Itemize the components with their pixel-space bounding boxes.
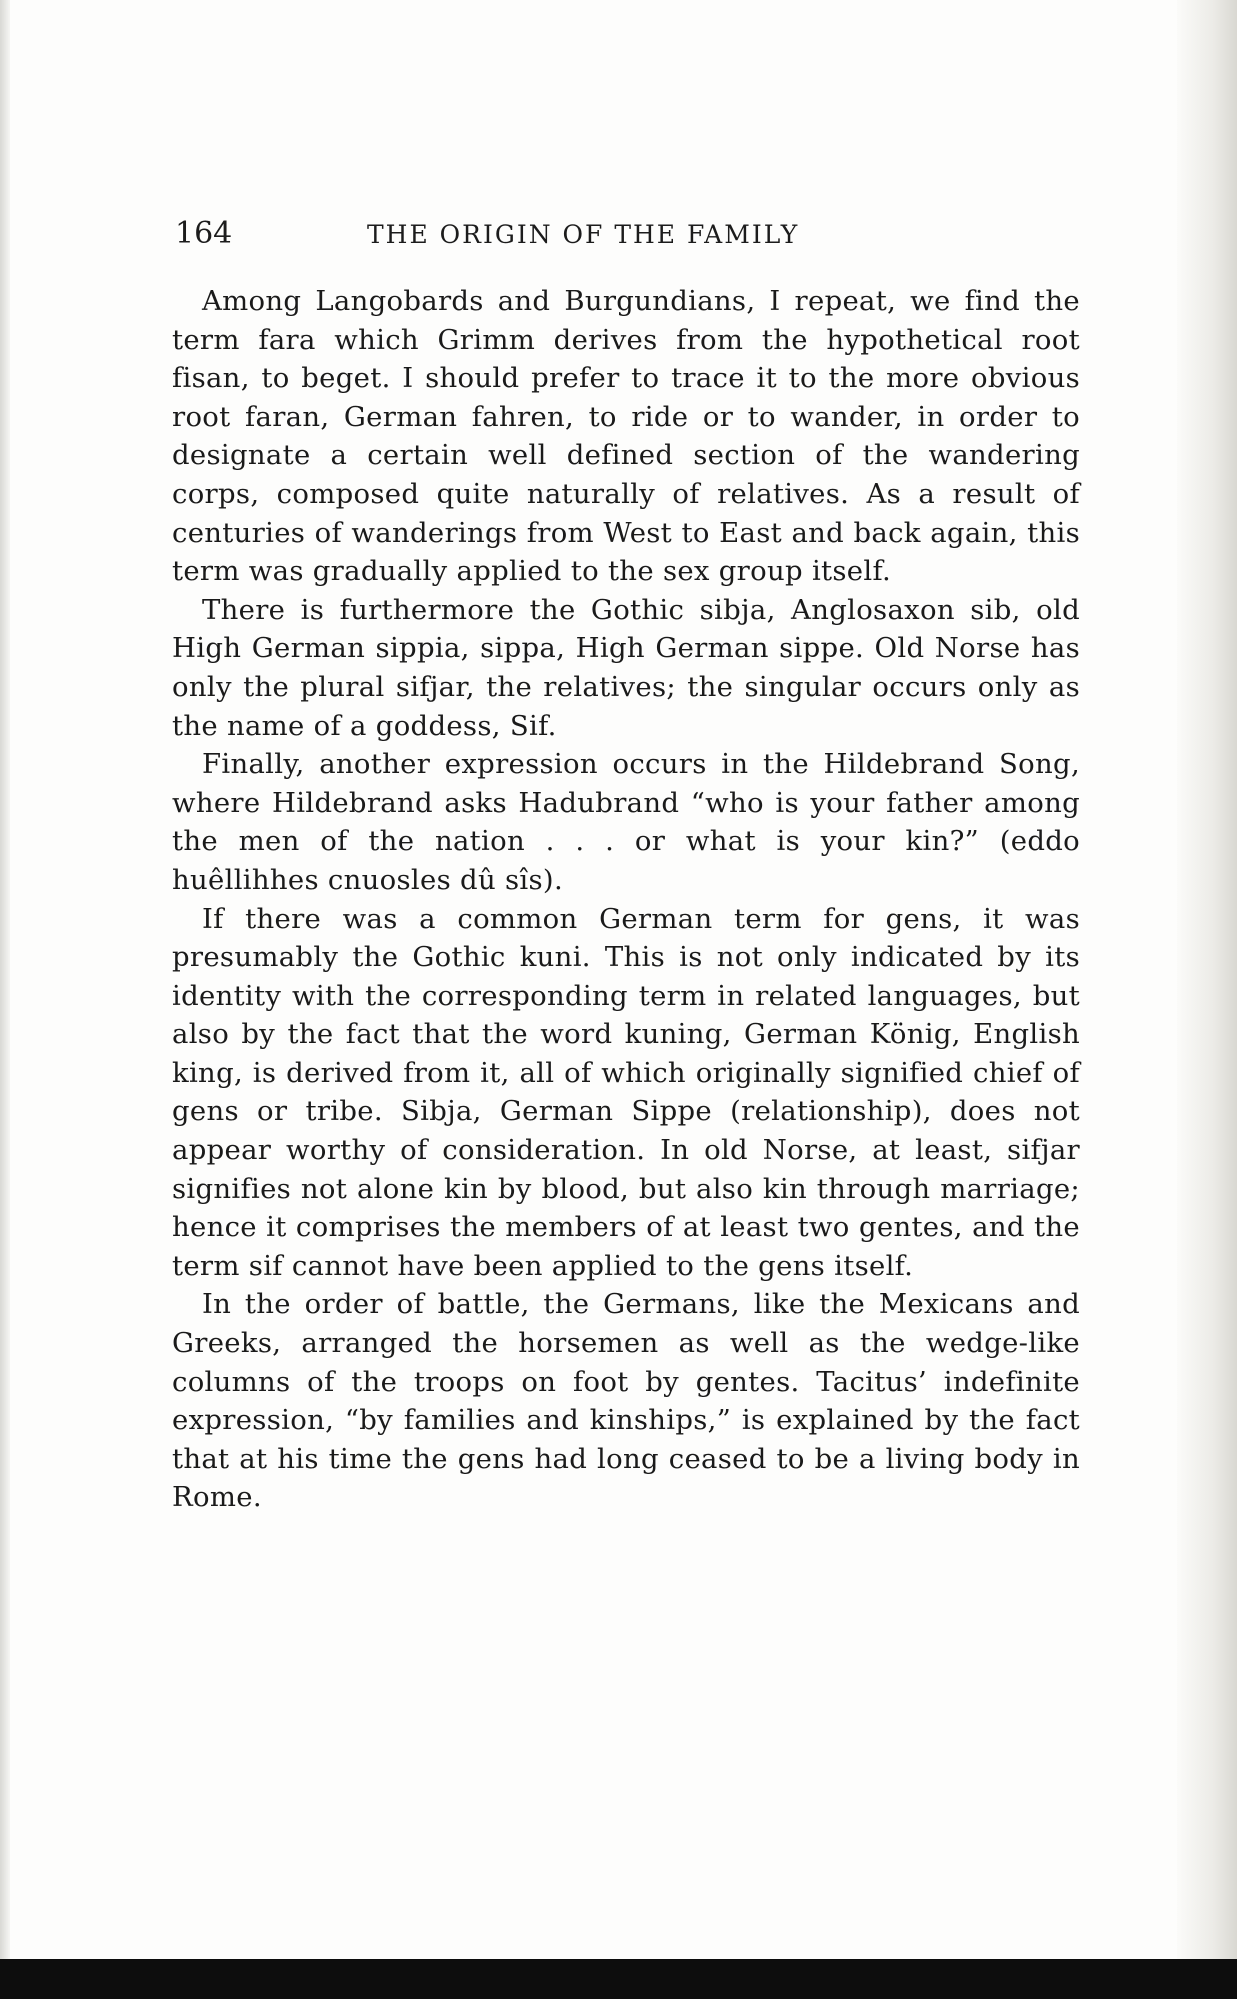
paragraph: Finally, another expression occurs in the Hildebrand Song, where Hildebrand asks Hadubrand “who is your father among the men of the nation . . . or what is your kin?” (eddo huêllihhes cnuosles dû sîs).	[172, 748, 1080, 896]
paragraph: In the order of battle, the Germans, like the Mexicans and Greeks, arranged the horsemen as well as the wedge-like columns of the troops on foot by gentes. Tacitus’ indefinite expression, “by families and kinships,” is explained by the fact that at his time the gens had long ceased to be a living body in Rome.	[172, 1288, 1080, 1514]
page-right-edge	[1177, 0, 1237, 1999]
body-text	[172, 282, 1080, 1517]
page-header	[175, 216, 1075, 256]
paragraph: If there was a common German term for gens, it was presumably the Gothic kuni. This is not only indicated by its identity with the corresponding term in related languages, but also by the fact that the word kuning, German König, English king, is derived from it, all of which originally signified chief of gens or tribe. Sibja, German Sippe (relationship), does not appear worthy of consideration. In old Norse, at least, sifjar signifies not alone kin by blood, but also kin through marriage; hence it comprises the members of at least two gentes, and the term sif cannot have been applied to the gens itself.	[172, 902, 1080, 1282]
running-title: THE ORIGIN OF THE FAMILY	[367, 220, 800, 249]
scan-bottom-edge	[0, 1959, 1237, 1999]
page-number: 164	[175, 216, 233, 251]
paragraph: There is furthermore the Gothic sibja, Anglosaxon sib, old High German sippia, sippa, High German sippe. Old Norse has only the plural sifjar, the relatives; the singular occurs only as the name of a goddess, Sif.	[172, 593, 1080, 742]
page-left-edge	[0, 0, 10, 1999]
paragraph: Among Langobards and Burgundians, I repeat, we find the term fara which Grimm derives from the hypothetical root fisan, to beget. I should prefer to trace it to the more obvious root faran, German fahren, to ride or to wander, in order to designate a certain well defined section of the wandering corps, composed quite naturally of relatives. As a result of centuries of wanderings from West to East and back again, this term was gradually applied to the sex group itself.	[172, 285, 1080, 588]
